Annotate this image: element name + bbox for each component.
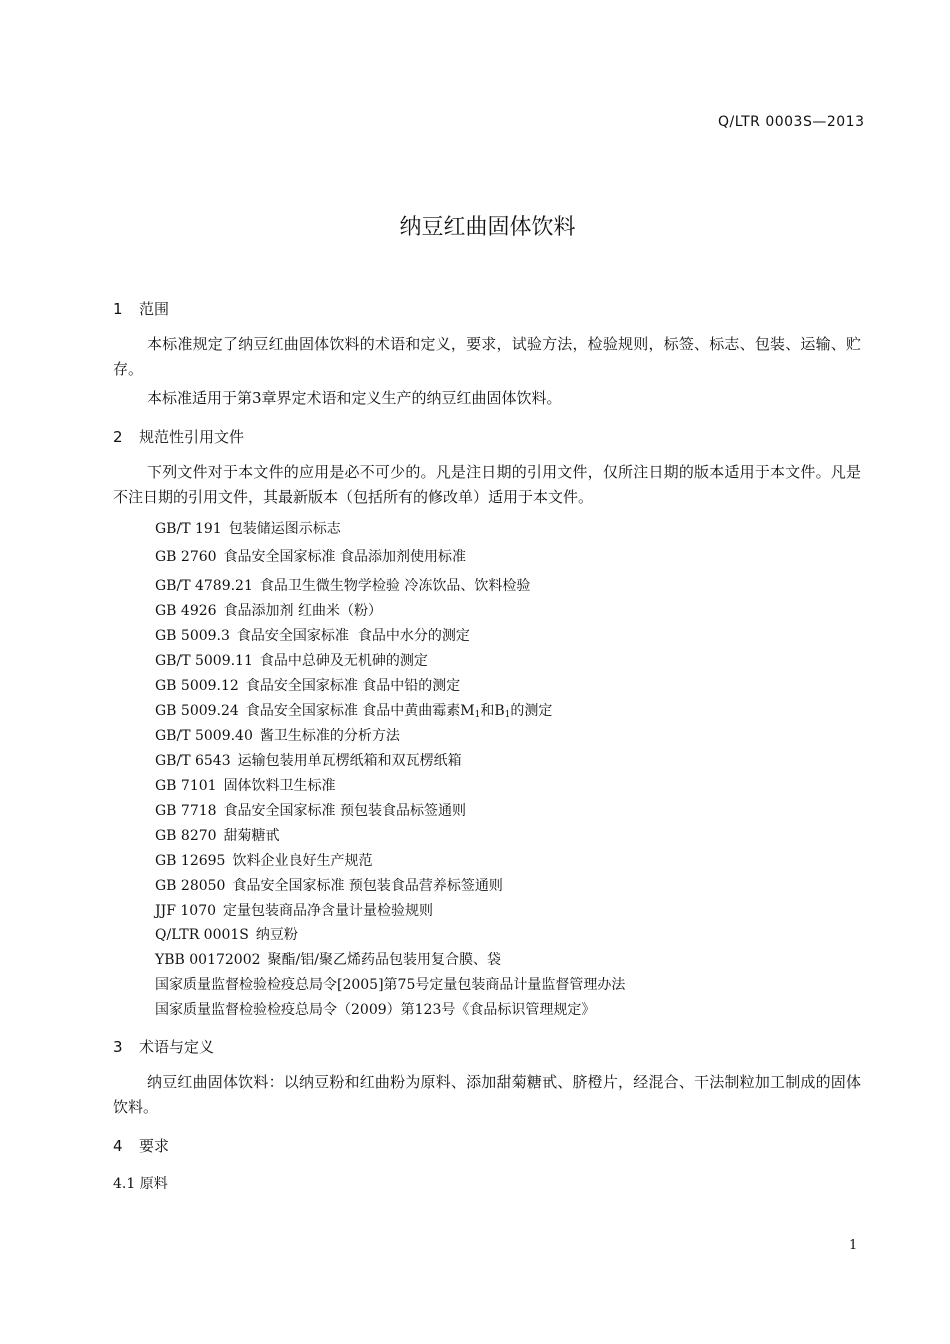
section-number: 1 [113, 300, 123, 318]
subsection-4-1-heading: 4.1 原料 [113, 1176, 168, 1192]
reference-code: GB 4926 [155, 603, 217, 619]
section-title: 要求 [139, 1137, 170, 1155]
reference-item [155, 725, 400, 745]
reference-title: 纳豆粉 [255, 927, 298, 943]
section-2-heading [113, 426, 244, 447]
reference-code: GB 5009.24 [155, 703, 239, 719]
reference-title: 酱卫生标准的分析方法 [259, 728, 400, 744]
reference-item [155, 546, 466, 566]
reference-title: 甜菊糖甙 [223, 828, 280, 844]
reference-item [155, 949, 501, 969]
reference-code: GB 2760 [155, 549, 217, 565]
reference-title: 食品卫生微生物学检验 冷冻饮品、饮料检验 [259, 578, 531, 594]
reference-item [155, 999, 595, 1019]
reference-code: GB 28050 [155, 878, 226, 894]
reference-item [155, 600, 382, 620]
reference-title-mid: 和B [480, 703, 505, 719]
subscript: 1 [474, 710, 481, 720]
reference-title: 食品添加剂 红曲米（粉） [223, 603, 383, 619]
reference-item [155, 575, 530, 595]
section-title: 规范性引用文件 [139, 428, 245, 446]
reference-title: 国家质量监督检验检疫总局令（2009）第123号《食品标识管理规定》 [155, 1002, 596, 1018]
reference-code: GB 8270 [155, 828, 217, 844]
reference-title: 食品安全国家标准 预包装食品标签通则 [223, 803, 467, 819]
reference-item [155, 974, 625, 994]
section-4-heading [113, 1135, 169, 1156]
section-title: 术语与定义 [139, 1038, 215, 1056]
reference-item [155, 625, 470, 645]
section-3-paragraph-1: 纳豆红曲固体饮料：以纳豆粉和红曲粉为原料、添加甜菊糖甙、脐橙片，经混合、干法制粒加工制成的固体饮料。 [113, 1073, 861, 1116]
reference-code: Q/LTR 0001S [155, 927, 249, 943]
section-number: 2 [113, 428, 123, 446]
reference-title: 定量包装商品净含量计量检验规则 [223, 903, 434, 919]
reference-title: 食品中总砷及无机砷的测定 [259, 653, 428, 669]
reference-item [155, 700, 552, 720]
section-1-heading [113, 298, 169, 319]
reference-code: GB 5009.12 [155, 678, 239, 694]
reference-title: 食品安全国家标准 食品添加剂使用标准 [223, 549, 467, 565]
reference-item [155, 875, 503, 895]
reference-title: 食品安全国家标准 食品中水分的测定 [236, 628, 470, 644]
reference-item [155, 518, 341, 538]
reference-code: GB/T 6543 [155, 753, 231, 769]
reference-item [155, 924, 298, 944]
standard-code: Q/LTR 0003S—2013 [718, 114, 865, 130]
reference-title: 国家质量监督检验检疫总局令[2005]第75号定量包装商品计量监督管理办法 [155, 977, 626, 993]
page-number: 1 [849, 1238, 858, 1253]
subscript: 1 [504, 710, 511, 720]
reference-item [155, 850, 372, 870]
section-number: 3 [113, 1038, 123, 1056]
section-number: 4 [113, 1137, 123, 1155]
section-2-paragraph-1: 下列文件对于本文件的应用是必不可少的。凡是注日期的引用文件，仅所注日期的版本适用于本文件。凡是不注日期的引用文件，其最新版本（包括所有的修改单）适用于本文件。 [113, 463, 861, 506]
reference-item [155, 675, 460, 695]
reference-code: JJF 1070 [155, 903, 217, 919]
reference-code: GB 7101 [155, 778, 217, 794]
reference-code: GB 7718 [155, 803, 217, 819]
reference-title: 聚酯/铝/聚乙烯药品包装用复合膜、袋 [267, 952, 501, 968]
reference-code: YBB 00172002 [155, 952, 261, 968]
reference-item [155, 800, 466, 820]
reference-title: 运输包装用单瓦楞纸箱和双瓦楞纸箱 [237, 753, 462, 769]
reference-item [155, 900, 433, 920]
reference-item [155, 750, 462, 770]
section-title: 范围 [139, 300, 170, 318]
document-title: 纳豆红曲固体饮料 [399, 215, 576, 240]
reference-item [155, 825, 280, 845]
reference-code: GB 5009.3 [155, 628, 230, 644]
reference-title: 固体饮料卫生标准 [223, 778, 336, 794]
reference-title: 食品安全国家标准 预包装食品营养标签通则 [232, 878, 503, 894]
reference-code: GB/T 4789.21 [155, 578, 253, 594]
reference-code: GB/T 191 [155, 521, 222, 537]
reference-item [155, 775, 336, 795]
reference-code: GB/T 5009.11 [155, 653, 253, 669]
reference-title: 包装储运图示标志 [228, 521, 341, 537]
reference-item [155, 650, 428, 670]
reference-title: 食品安全国家标准 食品中黄曲霉素M [245, 703, 475, 719]
reference-title: 食品安全国家标准 食品中铅的测定 [245, 678, 461, 694]
reference-title: 饮料企业良好生产规范 [232, 853, 373, 869]
section-1-paragraph-1: 本标准规定了纳豆红曲固体饮料的术语和定义，要求，试验方法，检验规则，标签、标志、包装、运输、贮存。 [113, 335, 861, 378]
section-3-heading [113, 1036, 214, 1057]
reference-code: GB 12695 [155, 853, 226, 869]
reference-title-tail: 的测定 [510, 703, 553, 719]
section-1-paragraph-2: 本标准适用于第3章界定术语和定义生产的纳豆红曲固体饮料。 [147, 389, 562, 407]
reference-code: GB/T 5009.40 [155, 728, 253, 744]
